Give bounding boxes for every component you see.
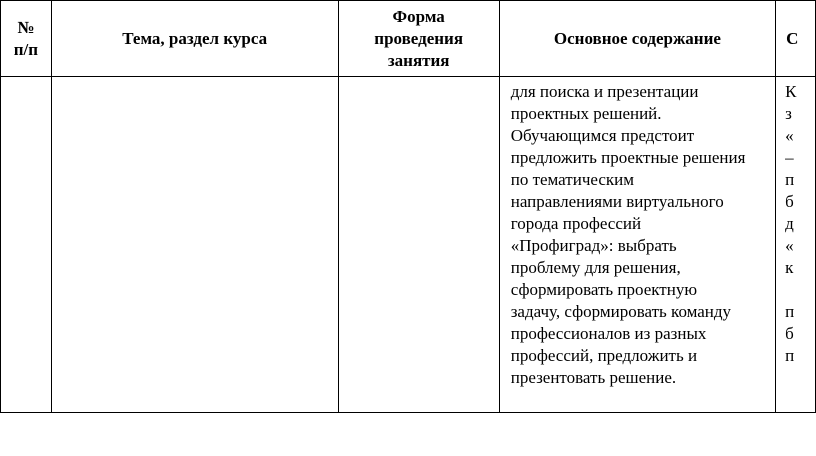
header-form-line3: занятия xyxy=(387,50,450,70)
header-content: Основное содержание xyxy=(499,1,775,77)
header-number-line1: № xyxy=(17,17,35,37)
header-form-line2: проведения xyxy=(374,28,464,48)
cell-number xyxy=(1,77,52,413)
extra-line: з xyxy=(785,104,792,123)
header-number xyxy=(1,1,52,77)
cell-content xyxy=(499,77,775,413)
content-line: презентовать решение. xyxy=(510,368,677,387)
content-line: Обучающимся предстоит xyxy=(510,126,695,145)
extra-line: п xyxy=(785,170,795,189)
extra-line: б xyxy=(785,192,794,211)
content-line: предложить проектные решения xyxy=(510,148,746,167)
extra-line: п xyxy=(785,346,795,365)
extra-line: к xyxy=(785,258,794,277)
content-line: профессий, предложить и xyxy=(510,346,698,365)
content-line: проблему для решения, xyxy=(510,258,681,277)
header-form-line1: Форма xyxy=(392,6,445,26)
extra-line: п xyxy=(785,302,795,321)
content-line: профессионалов из разных xyxy=(510,324,707,343)
content-line: сформировать проектную xyxy=(510,280,698,299)
extra-line: К xyxy=(785,82,797,101)
content-line: задачу, сформировать команду xyxy=(510,302,732,321)
extra-line xyxy=(785,279,815,301)
cell-extra xyxy=(776,77,816,413)
content-line: для поиска и презентации xyxy=(510,82,699,101)
content-line: по тематическим xyxy=(510,170,634,189)
extra-line: д xyxy=(785,214,794,233)
table-header-row xyxy=(1,1,816,77)
content-line: направлениями виртуального xyxy=(510,192,724,211)
extra-line: « xyxy=(785,126,794,145)
extra-line: – xyxy=(785,148,794,167)
header-extra-text: С xyxy=(786,28,799,48)
header-extra xyxy=(776,1,816,77)
content-line: «Профиград»: выбрать xyxy=(510,236,677,255)
header-topic: Тема, раздел курса xyxy=(51,1,338,77)
cell-form xyxy=(338,77,499,413)
extra-line: б xyxy=(785,324,794,343)
content-line: города профессий xyxy=(510,214,642,233)
table-row xyxy=(1,77,816,413)
header-number-line2: п/п xyxy=(13,39,39,59)
header-form xyxy=(338,1,499,77)
content-line: проектных решений. xyxy=(510,104,662,123)
extra-line: « xyxy=(785,236,794,255)
cell-topic xyxy=(51,77,338,413)
